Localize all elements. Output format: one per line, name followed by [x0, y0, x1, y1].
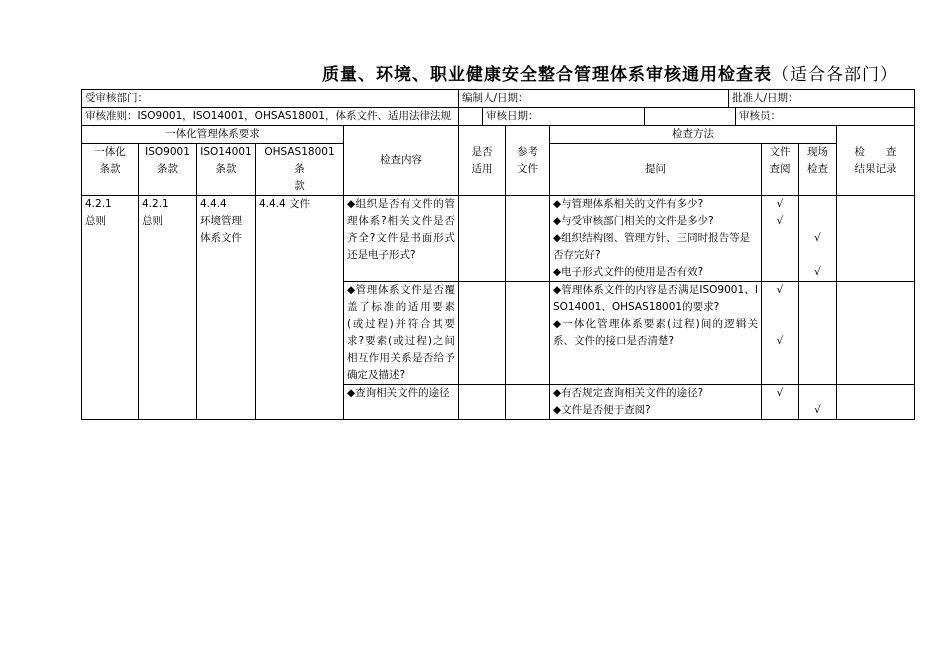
- doc-review-header: 文件 查阅: [762, 144, 799, 196]
- tick-mark: √: [814, 404, 821, 416]
- tick-mark: √: [776, 284, 784, 296]
- applicable-cell[interactable]: [459, 282, 506, 385]
- doc-review-cell: [762, 385, 799, 420]
- site-check-cell: [799, 282, 837, 385]
- tick-mark: √: [776, 198, 784, 210]
- reference-doc-header: 参考 文件: [506, 126, 550, 196]
- approver-cell: 批准人/日期：: [732, 92, 799, 104]
- method-header: 检查方法: [550, 126, 837, 144]
- editor-cell: 编制人/日期：: [459, 90, 729, 107]
- checklist-title: [0, 60, 898, 85]
- info-row-1: [82, 90, 915, 108]
- title-main: 质量、环境、职业健康安全整合管理体系审核通用检查表: [322, 65, 772, 85]
- reference-doc-cell[interactable]: [506, 196, 550, 282]
- requirements-group-header: 一体化管理体系要求: [82, 126, 344, 144]
- table-row: [82, 196, 915, 282]
- audit-criteria-cell: 审核准则：ISO9001，ISO14001，OHSAS18001，体系文件、适用法律法规: [82, 108, 459, 126]
- content-header: 检查内容: [344, 126, 459, 196]
- question-cell: ◆管理体系文件的内容是否满足ISO9001、ISO14001、OHSAS18001的要求? ◆一体化管理体系要素(过程)间的逻辑关系、文件的接口是否清楚?: [550, 282, 762, 385]
- iso9001-clause-cell: 4.2.1 总则: [139, 196, 197, 420]
- question-cell: ◆有否规定查询相关文件的途径? ◆文件是否便于查阅?: [550, 385, 762, 420]
- title-suffix: （适合各部门）: [772, 65, 898, 85]
- integrated-clause-header: 一体化 条款: [82, 144, 139, 196]
- result-cell[interactable]: [837, 196, 915, 282]
- site-check-cell: [799, 196, 837, 282]
- tick-mark: √: [814, 266, 821, 278]
- tick-mark: √: [814, 232, 821, 244]
- integrated-clause-cell: 4.2.1 总则: [82, 196, 139, 420]
- applicable-cell[interactable]: [459, 385, 506, 420]
- reference-doc-cell[interactable]: [506, 385, 550, 420]
- tick-mark: √: [776, 387, 784, 399]
- site-check-cell: [799, 385, 837, 420]
- doc-review-cell: [762, 196, 799, 282]
- tick-mark: √: [776, 215, 784, 227]
- audited-dept-cell: 受审核部门：: [82, 90, 459, 108]
- site-check-header: 现场 检查: [799, 144, 837, 196]
- tick-mark: √: [776, 335, 784, 347]
- audit-checklist-table: [81, 89, 915, 420]
- applicable-cell[interactable]: [459, 196, 506, 282]
- iso14001-clause-header: ISO14001 条款: [197, 144, 256, 196]
- audit-date-cell: 审核日期：: [483, 108, 645, 125]
- question-header: 提问: [550, 144, 762, 196]
- auditor-cell: 审核员：: [739, 110, 781, 122]
- check-content-cell: ◆组织是否有文件的管理体系?相关文件是否齐全?文件是书面形式还是电子形式?: [344, 196, 459, 282]
- iso9001-clause-header: ISO9001 条款: [139, 144, 197, 196]
- doc-review-cell: [762, 282, 799, 385]
- iso14001-clause-cell: 4.4.4 环境管理 体系文件: [197, 196, 256, 420]
- question-cell: ◆与管理体系相关的文件有多少? ◆与受审核部门相关的文件是多少? ◆组织结构图、管理方针、三同时报告等是否存完好? ◆电子形式文件的使用是否有效?: [550, 196, 762, 282]
- info-row-2: [82, 108, 915, 126]
- check-content-cell: ◆管理体系文件是否覆盖了标准的适用要素(或过程)并符合其要求?要素(或过程)之间相互作用关系是否给予确定及描述?: [344, 282, 459, 385]
- reference-doc-cell[interactable]: [506, 282, 550, 385]
- ohsas-clause-header: OHSAS18001 条 款: [256, 144, 344, 196]
- result-cell[interactable]: [837, 282, 915, 385]
- result-cell[interactable]: [837, 385, 915, 420]
- applicable-header: 是否 适用: [459, 126, 506, 196]
- check-content-cell: ◆查询相关文件的途径: [344, 385, 459, 420]
- ohsas-clause-cell: 4.4.4 文件: [256, 196, 344, 420]
- result-header: 检 查 结果记录: [837, 126, 915, 196]
- header-row-1: [82, 126, 915, 144]
